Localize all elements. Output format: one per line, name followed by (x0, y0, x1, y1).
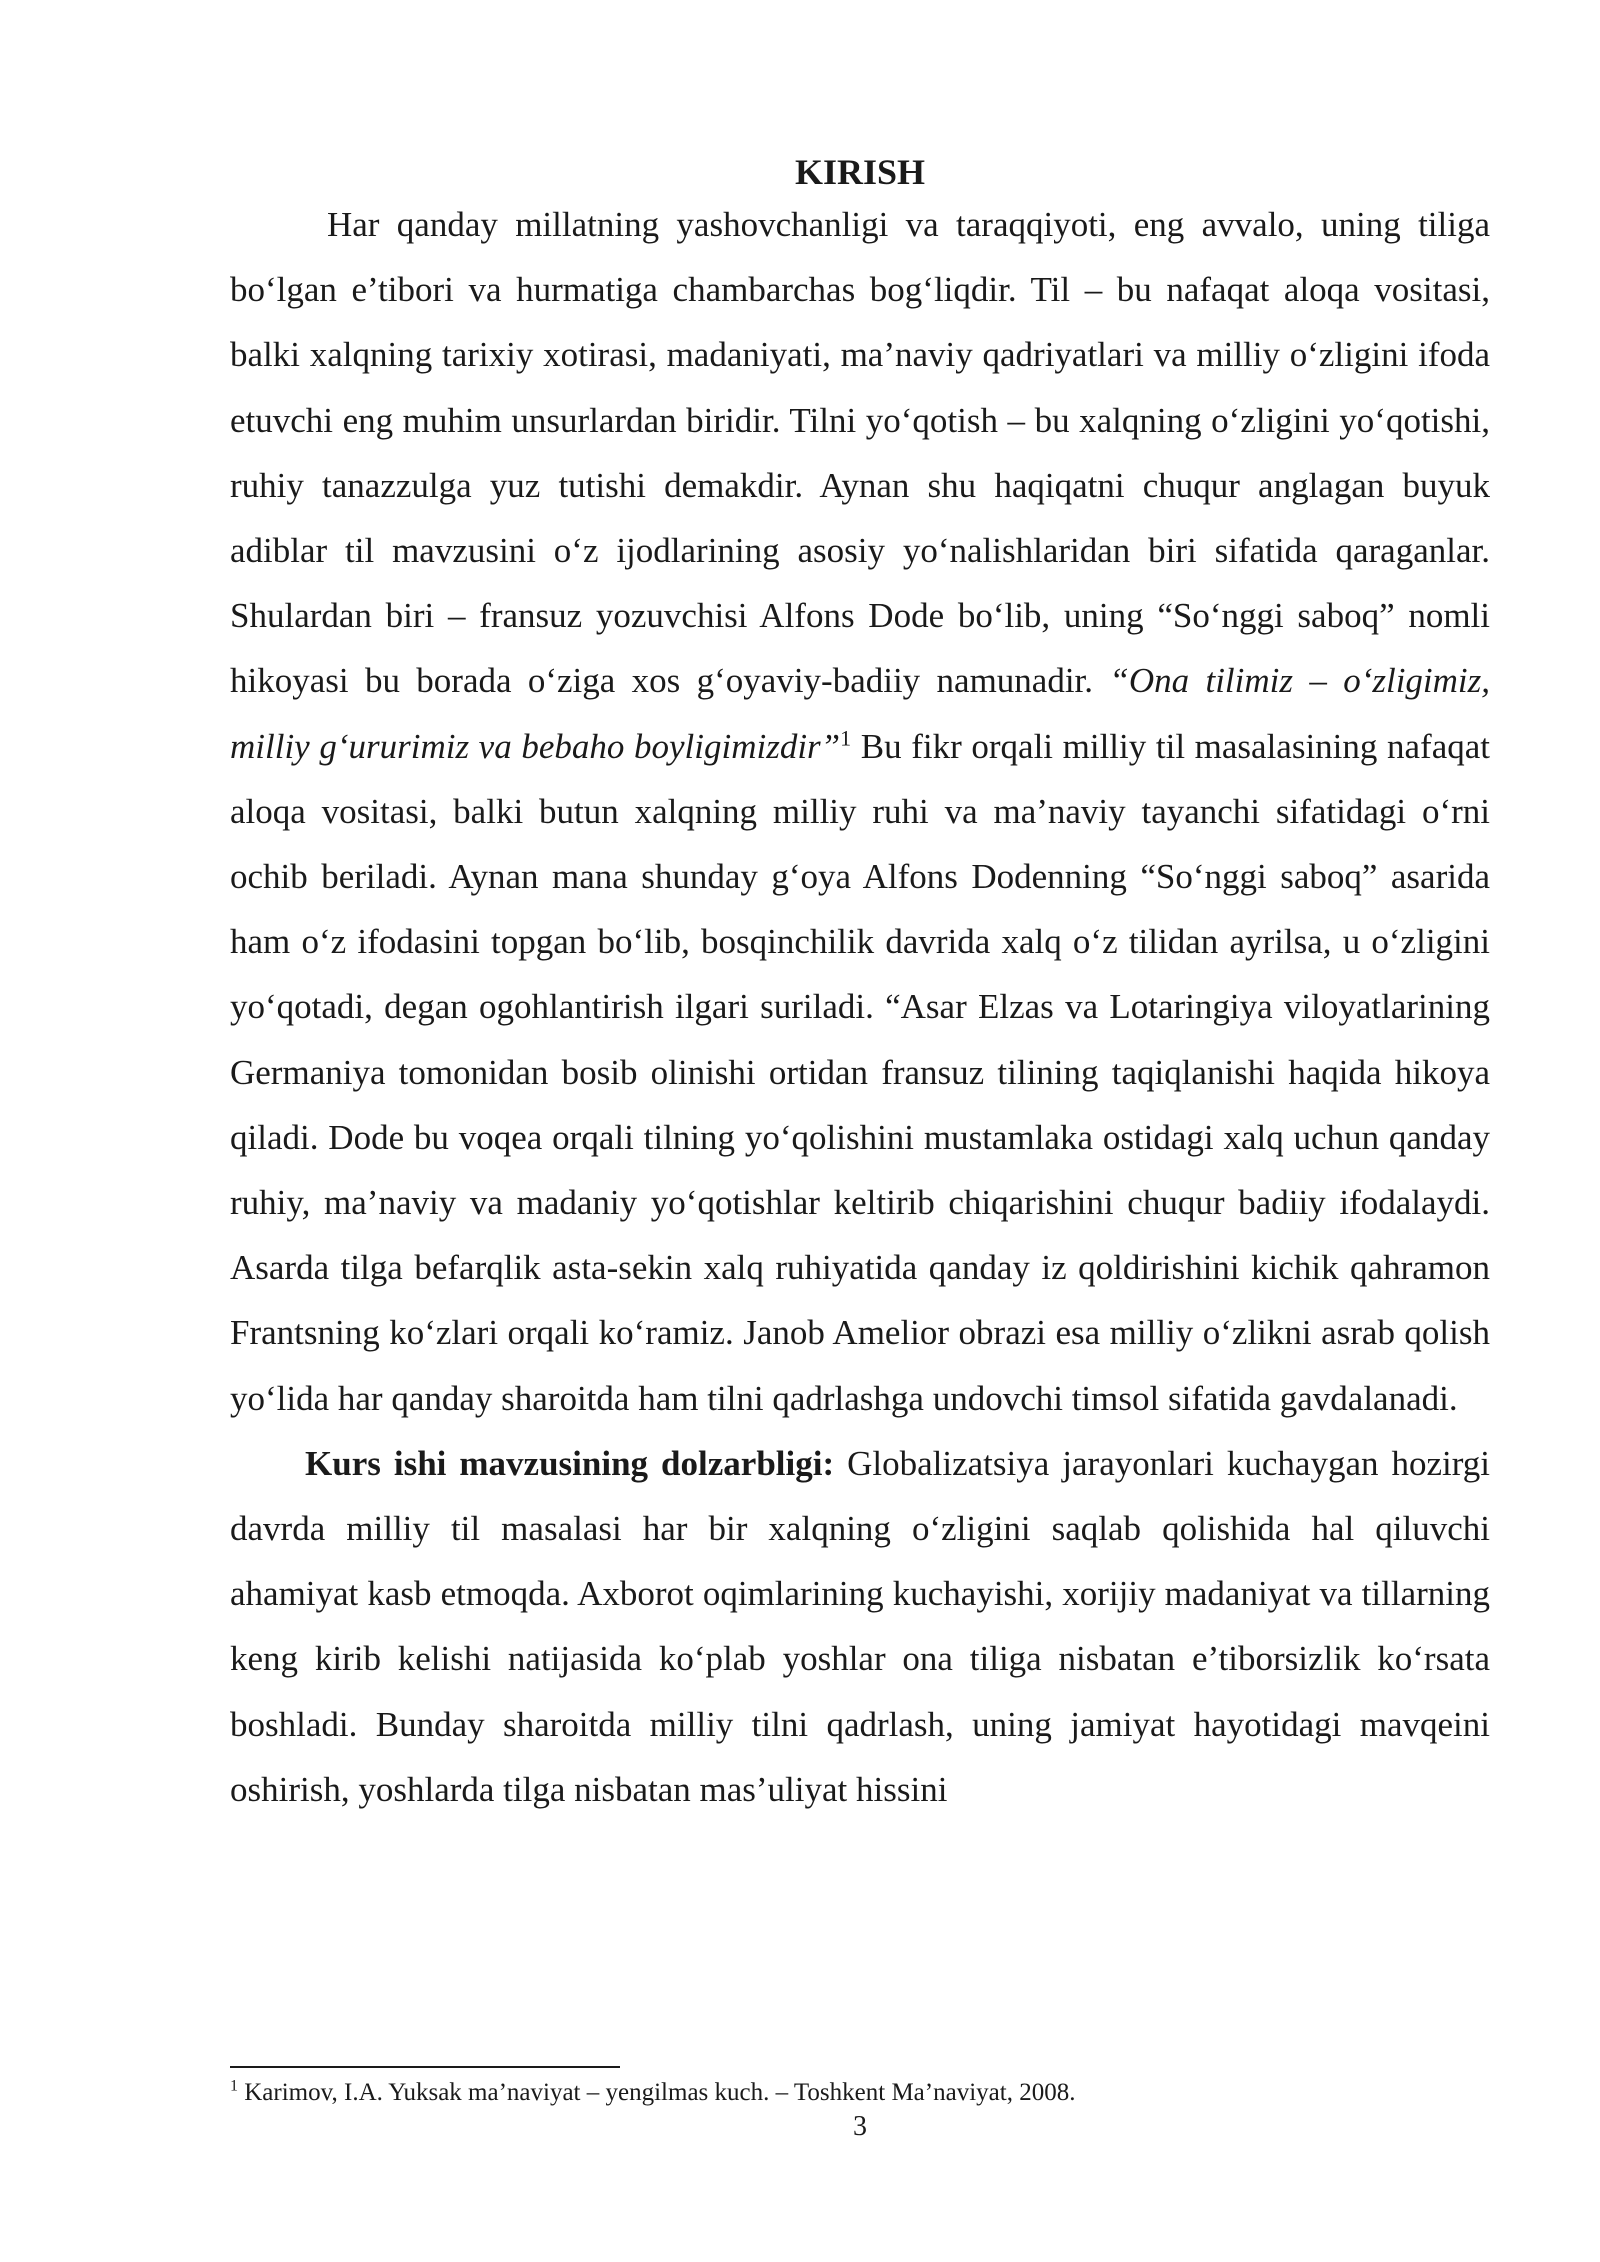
footnote-text: Karimov, I.A. Yuksak ma’naviyat – yengilmas kuch. – Toshkent Ma’naviyat, 2008. (244, 2079, 1076, 2106)
intro-paragraph (230, 192, 1490, 1431)
footnote (230, 2076, 1490, 2110)
paragraph-text-after-quote: Bu fikr orqali milliy til masalasining nafaqat aloqa vositasi, balki butun xalqning milliy ruhi va ma’naviy tayanchi sifatidagi o‘rni ochib beriladi. Aynan mana shunday g‘oya Alfons Dodenning “So‘nggi saboq” asarida ham o‘z ifodasini topgan bo‘lib, bosqinchilik davrida xalq o‘z tilidan ayrilsa, u o‘zligini yo‘qotadi, degan ogohlantirish ilgari suriladi. “Asar Elzas va Lotaringiya viloyatlarining Germaniya tomonidan bosib olinishi ortidan fransuz tilining taqiqlanishi haqida hikoya qiladi. Dode bu voqea orqali tilning yo‘qolishini mustamlaka ostidagi xalq uchun qanday ruhiy, ma’naviy va madaniy yo‘qotishlar keltirib chiqarishini chuqur badiiy ifodalaydi. Asarda tilga befarqlik asta-sekin xalq ruhiyatida qanday iz qoldirishini kichik qahramon Frantsning ko‘zlari orqali ko‘ramiz. Janob Amelior obrazi esa milliy o‘zlikni asrab qolish yo‘lida har qanday sharoitda ham tilni qadrlashga undovchi timsol sifatida gavdalanadi. (230, 726, 1491, 1418)
page-number: 3 (853, 2111, 867, 2142)
relevance-label: Kurs ishi mavzusining dolzarbligi: (305, 1443, 835, 1483)
relevance-text: Globalizatsiya jarayonlari kuchaygan hozirgi davrda milliy til masalasi har bir xalqning o‘zligini saqlab qolishida hal qiluvchi ahamiyat kasb etmoqda. Axborot oqimlarining kuchayishi, xorijiy madaniyat va tillarning keng kirib kelishi natijasida ko‘plab yoshlar ona tiliga nisbatan e’tiborsizlik ko‘rsata boshladi. Bunday sharoitda milliy tilni qadrlash, uning jamiyat hayotidagi mavqeini oshirish, yoshlarda tilga nisbatan mas’uliyat hissini (230, 1443, 1490, 1809)
relevance-paragraph (230, 1431, 1490, 1822)
footnote-separator (230, 2066, 620, 2068)
paragraph-text-before-quote: Har qanday millatning yashovchanligi va taraqqiyoti, eng avvalo, uning tiliga bo‘lgan e’tibori va hurmatiga chambarchas bog‘liqdir. Til – bu nafaqat aloqa vositasi, balki xalqning tarixiy xotirasi, madaniyati, ma’naviy qadriyatlari va milliy o‘zligini ifoda etuvchi eng muhim unsurlardan biridir. Tilni yo‘qotish – bu xalqning o‘zligini yo‘qotishi, ruhiy tanazzulga yuz tutishi demakdir. Aynan shu haqiqatni chuqur anglagan buyuk adiblar til mavzusini o‘z ijodlarining asosiy yo‘nalishlaridan biri sifatida qaraganlar. Shulardan biri – fransuz yozuvchisi Alfons Dode bo‘lib, uning “So‘nggi saboq” nomli hikoyasi bu borada o‘ziga xos g‘oyaviy-badiiy namunadir. (230, 205, 1490, 701)
section-heading: KIRISH (794, 152, 926, 192)
quote: “Ona tilimiz – o‘zligimiz, milliy g‘ururimiz va bebaho boyligimizdir” (230, 661, 1491, 766)
footnote-reference[interactable]: 1 (840, 724, 852, 750)
body-text (230, 192, 1490, 1822)
footnote-marker: 1 (230, 2077, 238, 2095)
